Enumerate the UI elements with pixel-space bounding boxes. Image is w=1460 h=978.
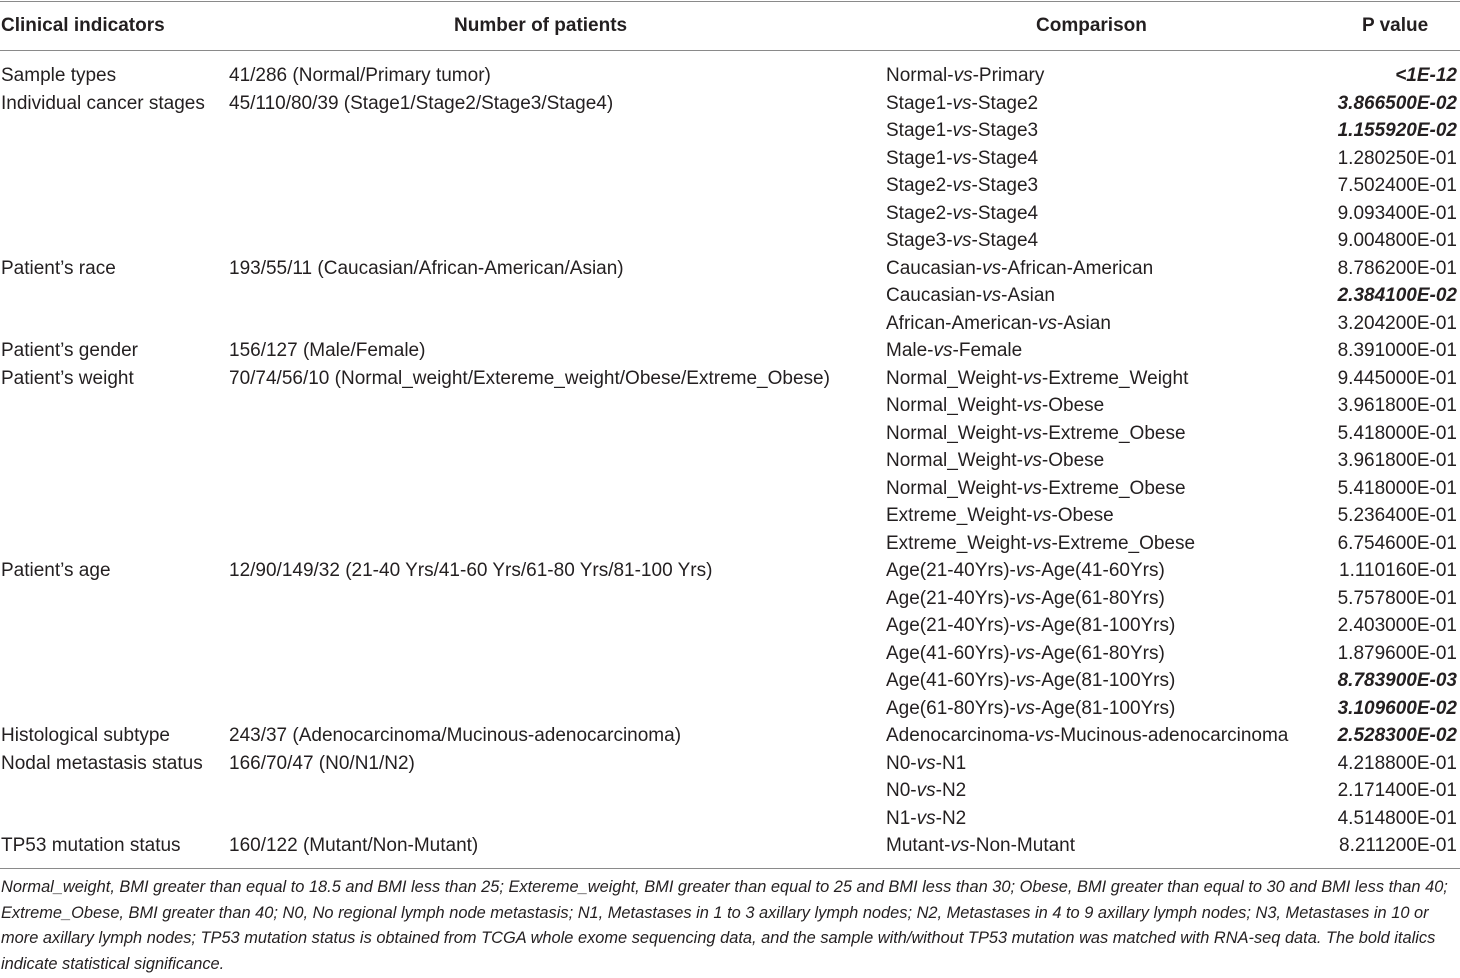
- comparison-vs: vs: [1015, 642, 1035, 664]
- cell-clinical-indicator: Patient’s age: [1, 560, 111, 581]
- cell-clinical-indicator: TP53 mutation status: [1, 835, 181, 856]
- comparison-group-b: Stage3: [977, 175, 1039, 196]
- table-row: [0, 640, 1460, 668]
- cell-p-value: 6.754600E-01: [1337, 532, 1457, 554]
- cell-p-value: 8.391000E-01: [1337, 340, 1457, 361]
- cell-comparison: [886, 392, 1104, 420]
- cell-clinical-indicator: Histological subtype: [1, 725, 170, 746]
- cell-comparison: [886, 90, 1038, 118]
- comparison-vs: vs: [1022, 477, 1042, 499]
- comparison-group-a: Caucasian-: [886, 257, 983, 279]
- table-row: [0, 612, 1460, 640]
- comparison-group-b: Stage4: [977, 147, 1039, 169]
- cell-p-value: 2.171400E-01: [1337, 780, 1457, 801]
- bottom-rule: [0, 868, 1460, 869]
- table-row: [0, 805, 1460, 833]
- comparison-group-b: Age(81-100Yrs): [1041, 670, 1176, 691]
- cell-p-value: 5.418000E-01: [1337, 422, 1457, 444]
- comparison-dash: -: [1034, 697, 1042, 719]
- comparison-vs: vs: [1015, 670, 1035, 691]
- header-clinical-indicators: Clinical indicators: [1, 15, 165, 36]
- cell-p-value-significant: <1E-12: [1395, 65, 1457, 86]
- cell-clinical-indicator: Sample types: [1, 65, 117, 86]
- comparison-group-b: Non-Mutant: [975, 835, 1076, 856]
- cell-number-of-patients: 156/127 (Male/Female): [229, 340, 426, 361]
- comparison-group-b: Age(81-100Yrs): [1041, 697, 1176, 719]
- cell-p-value-significant: 3.866500E-02: [1337, 92, 1457, 114]
- comparison-group-a: African-American-: [886, 312, 1039, 334]
- cell-comparison: [886, 62, 1044, 90]
- cell-p-value: 1.879600E-01: [1337, 642, 1457, 664]
- comparison-group-b: Mucinous-adenocarcinoma: [1060, 725, 1289, 746]
- cell-number-of-patients: 12/90/149/32 (21-40 Yrs/41-60 Yrs/61-80 Yrs/81-100 Yrs): [229, 560, 713, 581]
- comparison-group-a: Age(41-60Yrs)-: [886, 642, 1016, 664]
- comparison-dash: -: [1051, 532, 1058, 554]
- table-row: [0, 145, 1460, 173]
- table-body: [0, 62, 1460, 860]
- table-row: [0, 310, 1460, 338]
- cell-p-value: 3.961800E-01: [1337, 395, 1457, 416]
- cell-p-value: 3.204200E-01: [1337, 312, 1457, 334]
- comparison-group-a: N1-: [886, 807, 917, 829]
- comparison-dash: -: [1034, 615, 1042, 636]
- cell-comparison: [886, 420, 1186, 448]
- comparison-dash: -: [1034, 642, 1042, 664]
- cell-comparison: [886, 145, 1038, 173]
- comparison-vs: vs: [952, 202, 972, 224]
- table-row: [0, 750, 1460, 778]
- comparison-group-b: Age(61-80Yrs): [1041, 587, 1165, 609]
- cell-p-value-significant: 2.528300E-02: [1337, 725, 1457, 746]
- comparison-vs: vs: [1022, 395, 1042, 416]
- comparison-group-a: Age(61-80Yrs)-: [886, 697, 1016, 719]
- comparison-dash: -: [935, 807, 942, 829]
- cell-comparison: [886, 172, 1038, 200]
- top-rule: [0, 1, 1460, 2]
- cell-clinical-indicator: Patient’s gender: [1, 340, 138, 361]
- comparison-vs: vs: [952, 175, 972, 196]
- cell-comparison: [886, 365, 1188, 393]
- cell-comparison: [886, 255, 1153, 283]
- comparison-group-b: Stage4: [977, 202, 1039, 224]
- comparison-group-b: Asian: [1007, 285, 1055, 306]
- comparison-dash: -: [972, 65, 979, 86]
- comparison-vs: vs: [1032, 532, 1052, 554]
- comparison-group-b: Female: [958, 340, 1023, 361]
- cell-comparison: [886, 227, 1038, 255]
- table-row: [0, 365, 1460, 393]
- cell-comparison: [886, 777, 966, 805]
- comparison-group-b: Age(41-60Yrs): [1041, 560, 1165, 581]
- comparison-vs: vs: [1032, 505, 1052, 526]
- cell-comparison: [886, 695, 1175, 723]
- comparison-group-a: Age(21-40Yrs)-: [886, 560, 1016, 581]
- comparison-group-a: Age(21-40Yrs)-: [886, 615, 1016, 636]
- cell-p-value: 9.093400E-01: [1337, 202, 1457, 224]
- cell-p-value: 5.236400E-01: [1337, 505, 1457, 526]
- table-row: [0, 227, 1460, 255]
- cell-p-value: 9.004800E-01: [1337, 230, 1457, 251]
- table-row: [0, 420, 1460, 448]
- comparison-dash: -: [935, 752, 942, 774]
- header-comparison: Comparison: [1036, 15, 1147, 36]
- comparison-vs: vs: [916, 780, 936, 801]
- cell-number-of-patients: 160/122 (Mutant/Non-Mutant): [229, 835, 479, 856]
- comparison-group-b: Obese: [1048, 395, 1105, 416]
- cell-p-value: 8.211200E-01: [1339, 835, 1457, 856]
- cell-p-value: 7.502400E-01: [1337, 175, 1457, 196]
- comparison-dash: -: [1034, 560, 1042, 581]
- comparison-group-b: Extreme_Weight: [1048, 367, 1189, 389]
- comparison-vs: vs: [982, 285, 1002, 306]
- cell-comparison: [886, 722, 1288, 750]
- comparison-group-a: Normal_Weight-: [886, 367, 1023, 389]
- cell-p-value: 4.514800E-01: [1337, 807, 1457, 829]
- comparison-group-a: Stage2-: [886, 175, 953, 196]
- table-row: [0, 255, 1460, 283]
- cell-number-of-patients: 41/286 (Normal/Primary tumor): [229, 65, 491, 86]
- comparison-group-a: Stage1-: [886, 147, 953, 169]
- comparison-group-a: N0-: [886, 780, 917, 801]
- cell-comparison: [886, 832, 1075, 860]
- comparison-vs: vs: [952, 92, 972, 114]
- table-footnote: Normal_weight, BMI greater than equal to 18.5 and BMI less than 25; Extereme_weight, BMI greater than equal to 25 and BMI less than 30; Obese, BMI greater than equal to 30 and BMI less than 40; Extreme_Obese, BMI greater than 40; N0, No regional lymph node metastasis; N1, Metastases in 1 to 3 axillary lymph nodes; N2, Metastases in 4 to 9 axillary lymph nodes; N3, Metastases in 10 or more axillary lymph nodes; TP53 mutation status is obtained from TCGA whole exome sequencing data, and the sample with/without TP53 mutation was matched with RNA-seq data. The bold italics indicate statistical significance.: [1, 878, 1448, 973]
- comparison-dash: -: [971, 202, 978, 224]
- header-rule: [0, 50, 1460, 51]
- table-row: [0, 447, 1460, 475]
- comparison-dash: -: [1057, 312, 1064, 334]
- comparison-vs: vs: [916, 807, 936, 829]
- comparison-group-b: N1: [941, 752, 967, 774]
- comparison-group-b: Stage2: [977, 92, 1039, 114]
- comparison-group-b: African-American: [1007, 257, 1154, 279]
- cell-p-value-significant: 8.783900E-03: [1337, 670, 1457, 691]
- cell-number-of-patients: 70/74/56/10 (Normal_weight/Extereme_weight/Obese/Extreme_Obese): [229, 367, 830, 389]
- comparison-vs: vs: [933, 340, 953, 361]
- comparison-vs: vs: [1022, 367, 1042, 389]
- comparison-group-a: Adenocarcinoma-: [886, 725, 1035, 746]
- table-row: [0, 392, 1460, 420]
- table-row: [0, 337, 1460, 365]
- table-row: [0, 667, 1460, 695]
- table-row: [0, 200, 1460, 228]
- comparison-dash: -: [971, 175, 978, 196]
- cell-clinical-indicator: Nodal metastasis status: [1, 752, 203, 774]
- header-p-value: P value: [1362, 15, 1429, 36]
- cell-p-value-significant: 2.384100E-02: [1337, 285, 1457, 306]
- comparison-group-a: Normal_Weight-: [886, 450, 1023, 471]
- table-row: [0, 172, 1460, 200]
- cell-comparison: [886, 337, 1022, 365]
- comparison-vs: vs: [950, 835, 970, 856]
- comparison-vs: vs: [952, 230, 972, 251]
- comparison-group-a: Extreme_Weight-: [886, 532, 1033, 554]
- table-row: [0, 695, 1460, 723]
- comparison-group-b: N2: [941, 807, 967, 829]
- comparison-dash: -: [1053, 725, 1061, 746]
- cell-p-value-significant: 3.109600E-02: [1337, 697, 1457, 719]
- comparison-dash: -: [952, 340, 959, 361]
- comparison-group-a: Normal-: [886, 65, 954, 86]
- cell-p-value: 1.280250E-01: [1337, 147, 1457, 169]
- table-row: [0, 475, 1460, 503]
- table-row: [0, 722, 1460, 750]
- comparison-group-a: Stage1-: [886, 92, 953, 114]
- comparison-dash: -: [1041, 395, 1049, 416]
- cell-comparison: [886, 612, 1175, 640]
- comparison-group-a: Age(41-60Yrs)-: [886, 670, 1016, 691]
- cell-comparison: [886, 585, 1165, 613]
- cell-comparison: [886, 640, 1165, 668]
- comparison-group-a: Stage1-: [886, 120, 953, 141]
- comparison-group-b: Stage4: [977, 230, 1039, 251]
- comparison-group-b: Age(81-100Yrs): [1041, 615, 1176, 636]
- cell-comparison: [886, 750, 966, 778]
- comparison-dash: -: [969, 835, 976, 856]
- comparison-group-a: Normal_Weight-: [886, 422, 1023, 444]
- table-row: [0, 117, 1460, 145]
- cell-comparison: [886, 667, 1175, 695]
- comparison-group-a: Male-: [886, 340, 934, 361]
- comparison-dash: -: [1034, 587, 1042, 609]
- table-row: [0, 90, 1460, 118]
- comparison-group-a: Caucasian-: [886, 285, 983, 306]
- comparison-dash: -: [1034, 670, 1042, 691]
- cell-p-value: 4.218800E-01: [1337, 752, 1457, 774]
- comparison-dash: -: [971, 92, 978, 114]
- comparison-dash: -: [971, 120, 978, 141]
- comparison-vs: vs: [982, 257, 1002, 279]
- comparison-vs: vs: [1022, 422, 1042, 444]
- comparison-group-a: Normal_Weight-: [886, 395, 1023, 416]
- comparison-dash: -: [1041, 422, 1049, 444]
- table-row: [0, 585, 1460, 613]
- cell-p-value: 3.961800E-01: [1337, 450, 1457, 471]
- comparison-dash: -: [935, 780, 942, 801]
- cell-p-value: 5.757800E-01: [1337, 587, 1457, 609]
- comparison-dash: -: [1041, 477, 1049, 499]
- comparison-dash: -: [1051, 505, 1058, 526]
- table-row: [0, 777, 1460, 805]
- table-row: [0, 832, 1460, 860]
- comparison-group-b: Obese: [1048, 450, 1105, 471]
- comparison-vs: vs: [1038, 312, 1058, 334]
- cell-number-of-patients: 193/55/11 (Caucasian/African-American/Asian): [229, 257, 624, 279]
- cell-comparison: [886, 557, 1165, 585]
- cell-number-of-patients: 243/37 (Adenocarcinoma/Mucinous-adenocarcinoma): [229, 725, 682, 746]
- comparison-vs: vs: [1015, 560, 1035, 581]
- comparison-group-b: N2: [941, 780, 967, 801]
- comparison-vs: vs: [1015, 615, 1035, 636]
- table-row: [0, 62, 1460, 90]
- table-row: [0, 282, 1460, 310]
- comparison-vs: vs: [1015, 587, 1035, 609]
- comparison-group-a: Extreme_Weight-: [886, 505, 1033, 526]
- comparison-vs: vs: [1015, 697, 1035, 719]
- comparison-group-b: Age(61-80Yrs): [1041, 642, 1165, 664]
- cell-comparison: [886, 530, 1195, 558]
- comparison-group-b: Stage3: [977, 120, 1039, 141]
- table-row: [0, 502, 1460, 530]
- comparison-dash: -: [1001, 285, 1008, 306]
- header-number-of-patients: Number of patients: [454, 15, 628, 36]
- comparison-group-b: Extreme_Obese: [1048, 477, 1186, 499]
- comparison-dash: -: [1001, 257, 1008, 279]
- comparison-dash: -: [971, 147, 978, 169]
- cell-clinical-indicator: Individual cancer stages: [1, 92, 205, 114]
- comparison-group-b: Obese: [1057, 505, 1114, 526]
- comparison-group-a: Age(21-40Yrs)-: [886, 587, 1016, 609]
- cell-comparison: [886, 475, 1186, 503]
- comparison-vs: vs: [916, 752, 936, 774]
- cell-p-value: 8.786200E-01: [1337, 257, 1457, 279]
- cell-comparison: [886, 310, 1111, 338]
- cell-p-value: 5.418000E-01: [1337, 477, 1457, 499]
- cell-comparison: [886, 200, 1038, 228]
- comparison-dash: -: [1041, 450, 1049, 471]
- comparison-group-b: Asian: [1063, 312, 1111, 334]
- comparison-group-b: Primary: [978, 65, 1045, 86]
- table-row: [0, 530, 1460, 558]
- cell-clinical-indicator: Patient’s race: [1, 257, 116, 279]
- cell-comparison: [886, 282, 1055, 310]
- comparison-group-a: Stage2-: [886, 202, 953, 224]
- comparison-vs: vs: [952, 147, 972, 169]
- comparison-group-a: N0-: [886, 752, 917, 774]
- comparison-group-a: Normal_Weight-: [886, 477, 1023, 499]
- cell-p-value: 1.110160E-01: [1339, 560, 1457, 581]
- cell-p-value: 2.403000E-01: [1337, 615, 1457, 636]
- cell-clinical-indicator: Patient’s weight: [1, 367, 134, 389]
- comparison-dash: -: [971, 230, 978, 251]
- cell-comparison: [886, 447, 1104, 475]
- cell-p-value-significant: 1.155920E-02: [1337, 120, 1457, 141]
- cell-comparison: [886, 117, 1038, 145]
- cell-comparison: [886, 805, 966, 833]
- cell-number-of-patients: 166/70/47 (N0/N1/N2): [229, 752, 415, 774]
- comparison-vs: vs: [952, 120, 972, 141]
- cell-number-of-patients: 45/110/80/39 (Stage1/Stage2/Stage3/Stage4): [229, 92, 614, 114]
- comparison-vs: vs: [1034, 725, 1054, 746]
- table-row: [0, 557, 1460, 585]
- comparison-dash: -: [1041, 367, 1049, 389]
- cell-p-value: 9.445000E-01: [1337, 367, 1457, 389]
- comparison-group-b: Extreme_Obese: [1048, 422, 1186, 444]
- comparison-group-a: Stage3-: [886, 230, 953, 251]
- comparison-group-b: Extreme_Obese: [1057, 532, 1196, 554]
- cell-comparison: [886, 502, 1114, 530]
- comparison-group-a: Mutant-: [886, 835, 951, 856]
- comparison-vs: vs: [1022, 450, 1042, 471]
- comparison-vs: vs: [953, 65, 973, 86]
